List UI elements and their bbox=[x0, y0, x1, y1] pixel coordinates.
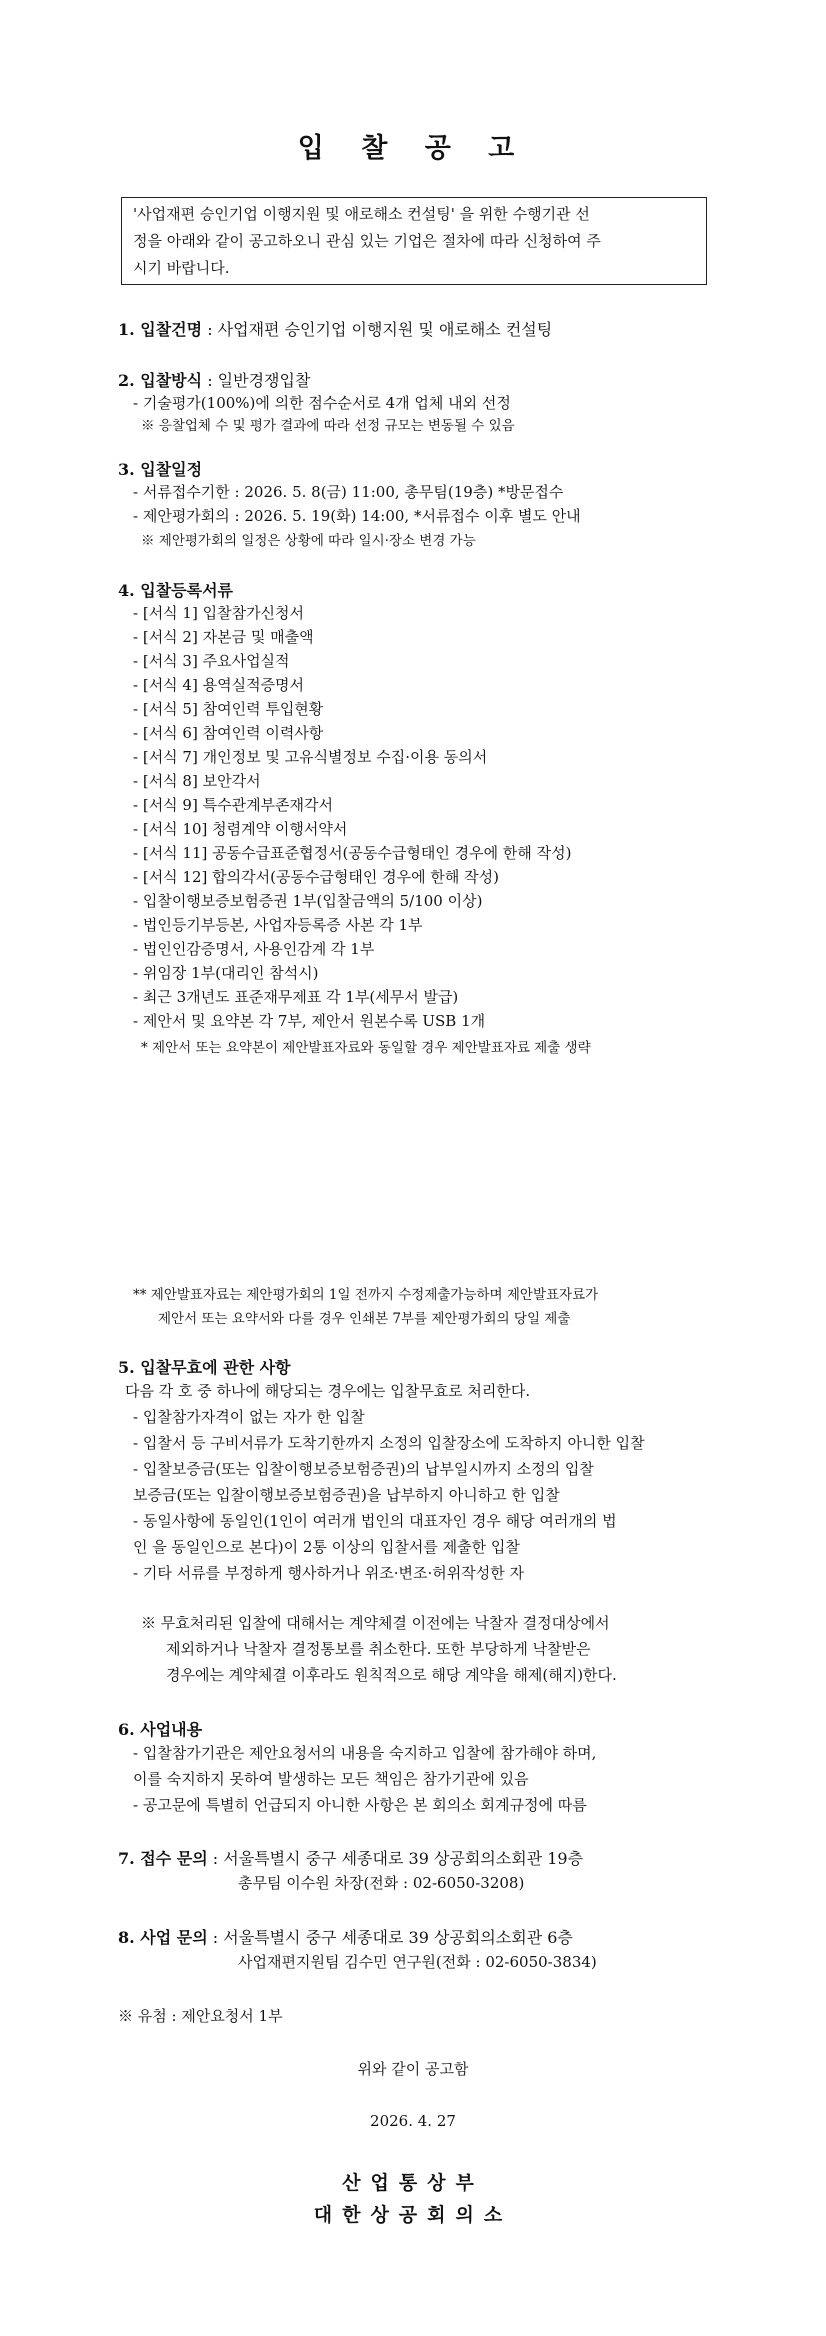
section-2-text: : 일반경쟁입찰 bbox=[202, 371, 311, 390]
signer-chamber: 대한상공회의소 bbox=[313, 2204, 513, 2226]
section-4-note: ** 제안발표자료는 제안평가회의 1일 전까지 수정제출가능하며 제안발표자료가 bbox=[133, 1287, 599, 1303]
list-item: - 법인인감증명서, 사용인감계 각 1부 bbox=[133, 940, 375, 958]
list-item: - [서식 11] 공동수급표준협정서(공동수급형태인 경우에 한해 작성) bbox=[133, 844, 572, 862]
list-item: - [서식 1] 입찰참가신청서 bbox=[133, 604, 305, 622]
attachment-note: ※ 유첨 : 제안요청서 1부 bbox=[118, 2007, 283, 2025]
section-6-label: 6. 사업내용 bbox=[118, 1720, 203, 1739]
intro-line: '사업재편 승인기업 이행지원 및 애로해소 컨설팅' 을 위한 수행기관 선 bbox=[133, 205, 590, 223]
list-item: - [서식 7] 개인정보 및 고유식별정보 수집·이용 동의서 bbox=[133, 748, 488, 766]
list-item: - 제안서 및 요약본 각 7부, 제안서 원본수록 USB 1개 bbox=[133, 1012, 486, 1030]
section-2-note: ※ 응찰업체 수 및 평가 결과에 따라 선정 규모는 변동될 수 있음 bbox=[141, 418, 515, 434]
section-1 bbox=[118, 317, 552, 340]
list-item: - [서식 2] 자본금 및 매출액 bbox=[133, 628, 314, 646]
signer-ministry: 산업통상부 bbox=[342, 2172, 484, 2194]
section-4-note: 제안서 또는 요약서와 다를 경우 인쇄본 7부를 제안평가회의 당일 제출 bbox=[158, 1311, 571, 1327]
list-item: - [서식 6] 참여인력 이력사항 bbox=[133, 724, 324, 742]
section-2-label: 2. 입찰방식 bbox=[118, 371, 203, 390]
section-8 bbox=[118, 1925, 573, 1948]
list-item: 이를 숙지하지 못하여 발생하는 모든 책임은 참가기관에 있음 bbox=[133, 1770, 529, 1788]
list-item: - 입찰이행보증보험증권 1부(입찰금액의 5/100 이상) bbox=[133, 892, 483, 910]
list-item: - 위임장 1부(대리인 참석시) bbox=[133, 964, 319, 982]
list-item: - [서식 3] 주요사업실적 bbox=[133, 652, 290, 670]
section-7 bbox=[118, 1846, 583, 1869]
list-item: - [서식 12] 합의각서(공동수급형태인 경우에 한해 작성) bbox=[133, 868, 499, 886]
section-3-line: - 서류접수기한 : 2026. 5. 8(금) 11:00, 총무팀(19층) *방문접수 bbox=[133, 483, 564, 501]
section-4-label: 4. 입찰등록서류 bbox=[118, 581, 234, 600]
section-5-note: ※ 무효처리된 입찰에 대해서는 계약체결 이전에는 낙찰자 결정대상에서 bbox=[141, 1614, 610, 1632]
section-8-contact: 사업재편지원팀 김수민 연구원(전화 : 02-6050-3834) bbox=[238, 1953, 597, 1971]
section-1-text: : 사업재편 승인기업 이행지원 및 애로해소 컨설팅 bbox=[202, 320, 553, 339]
list-item: - 입찰서 등 구비서류가 도착기한까지 소정의 입찰장소에 도착하지 아니한 입찰 bbox=[133, 1434, 645, 1452]
list-item: 인 을 동일인으로 본다)이 2통 이상의 입찰서를 제출한 입찰 bbox=[133, 1538, 520, 1556]
page-title: 입 찰 공 고 bbox=[297, 133, 529, 164]
list-item: - 법인등기부등본, 사업자등록증 사본 각 1부 bbox=[133, 916, 423, 934]
section-3-line: - 제안평가회의 : 2026. 5. 19(화) 14:00, *서류접수 이후 별도 안내 bbox=[133, 507, 581, 525]
intro-line: 정을 아래와 같이 공고하오니 관심 있는 기업은 절차에 따라 신청하여 주 bbox=[133, 232, 601, 250]
list-item: - 동일사항에 동일인(1인이 여러개 법인의 대표자인 경우 해당 여러개의 법 bbox=[133, 1512, 617, 1530]
list-item: - [서식 5] 참여인력 투입현황 bbox=[133, 700, 324, 718]
section-1-label: 1. 입찰건명 bbox=[118, 320, 203, 339]
notice-date: 2026. 4. 27 bbox=[370, 2112, 456, 2130]
list-item: - [서식 8] 보안각서 bbox=[133, 772, 261, 790]
list-item: - 기타 서류를 부정하게 행사하거나 위조·변조·허위작성한 자 bbox=[133, 1564, 524, 1582]
section-5-lead: 다음 각 호 중 하나에 해당되는 경우에는 입찰무효로 처리한다. bbox=[125, 1382, 531, 1400]
list-item: - 입찰참가기관은 제안요청서의 내용을 숙지하고 입찰에 참가해야 하며, bbox=[133, 1744, 597, 1762]
section-5-note: 경우에는 계약체결 이후라도 원칙적으로 해당 계약을 해제(해지)한다. bbox=[166, 1666, 617, 1684]
list-item: - 최근 3개년도 표준재무제표 각 1부(세무서 발급) bbox=[133, 988, 459, 1006]
section-7-text: : 서울특별시 중구 세종대로 39 상공회의소회관 19층 bbox=[207, 1849, 584, 1868]
section-8-label: 8. 사업 문의 bbox=[118, 1928, 208, 1947]
list-item: - 입찰보증금(또는 입찰이행보증보험증권)의 납부일시까지 소정의 입찰 bbox=[133, 1460, 594, 1478]
section-5-note: 제외하거나 낙찰자 결정통보를 취소한다. 또한 부당하게 낙찰받은 bbox=[166, 1640, 591, 1658]
section-2-line: - 기술평가(100%)에 의한 점수순서로 4개 업체 내외 선정 bbox=[133, 394, 511, 412]
section-5-label: 5. 입찰무효에 관한 사항 bbox=[118, 1358, 291, 1377]
section-3-label: 3. 입찰일정 bbox=[118, 460, 203, 479]
list-item: - [서식 9] 특수관계부존재각서 bbox=[133, 796, 334, 814]
list-item: - [서식 4] 용역실적증명서 bbox=[133, 676, 305, 694]
list-item: 보증금(또는 입찰이행보증보험증권)을 납부하지 아니하고 한 입찰 bbox=[133, 1486, 560, 1504]
list-item: - [서식 10] 청렴계약 이행서약서 bbox=[133, 820, 348, 838]
section-2 bbox=[118, 368, 310, 391]
section-7-contact: 총무팀 이수원 차장(전화 : 02-6050-3208) bbox=[238, 1874, 525, 1892]
intro-line: 시기 바랍니다. bbox=[133, 259, 230, 277]
section-4-note: * 제안서 또는 요약본이 제안발표자료와 동일할 경우 제안발표자료 제출 생략 bbox=[141, 1040, 591, 1056]
section-3-note: ※ 제안평가회의 일정은 상황에 따라 일시·장소 변경 가능 bbox=[141, 533, 476, 549]
section-7-label: 7. 접수 문의 bbox=[118, 1849, 208, 1868]
section-8-text: : 서울특별시 중구 세종대로 39 상공회의소회관 6층 bbox=[207, 1928, 573, 1947]
list-item: - 공고문에 특별히 언급되지 아니한 사항은 본 회의소 회계규정에 따름 bbox=[133, 1796, 587, 1814]
closing-text: 위와 같이 공고함 bbox=[357, 2060, 469, 2078]
list-item: - 입찰참가자격이 없는 자가 한 입찰 bbox=[133, 1408, 365, 1426]
